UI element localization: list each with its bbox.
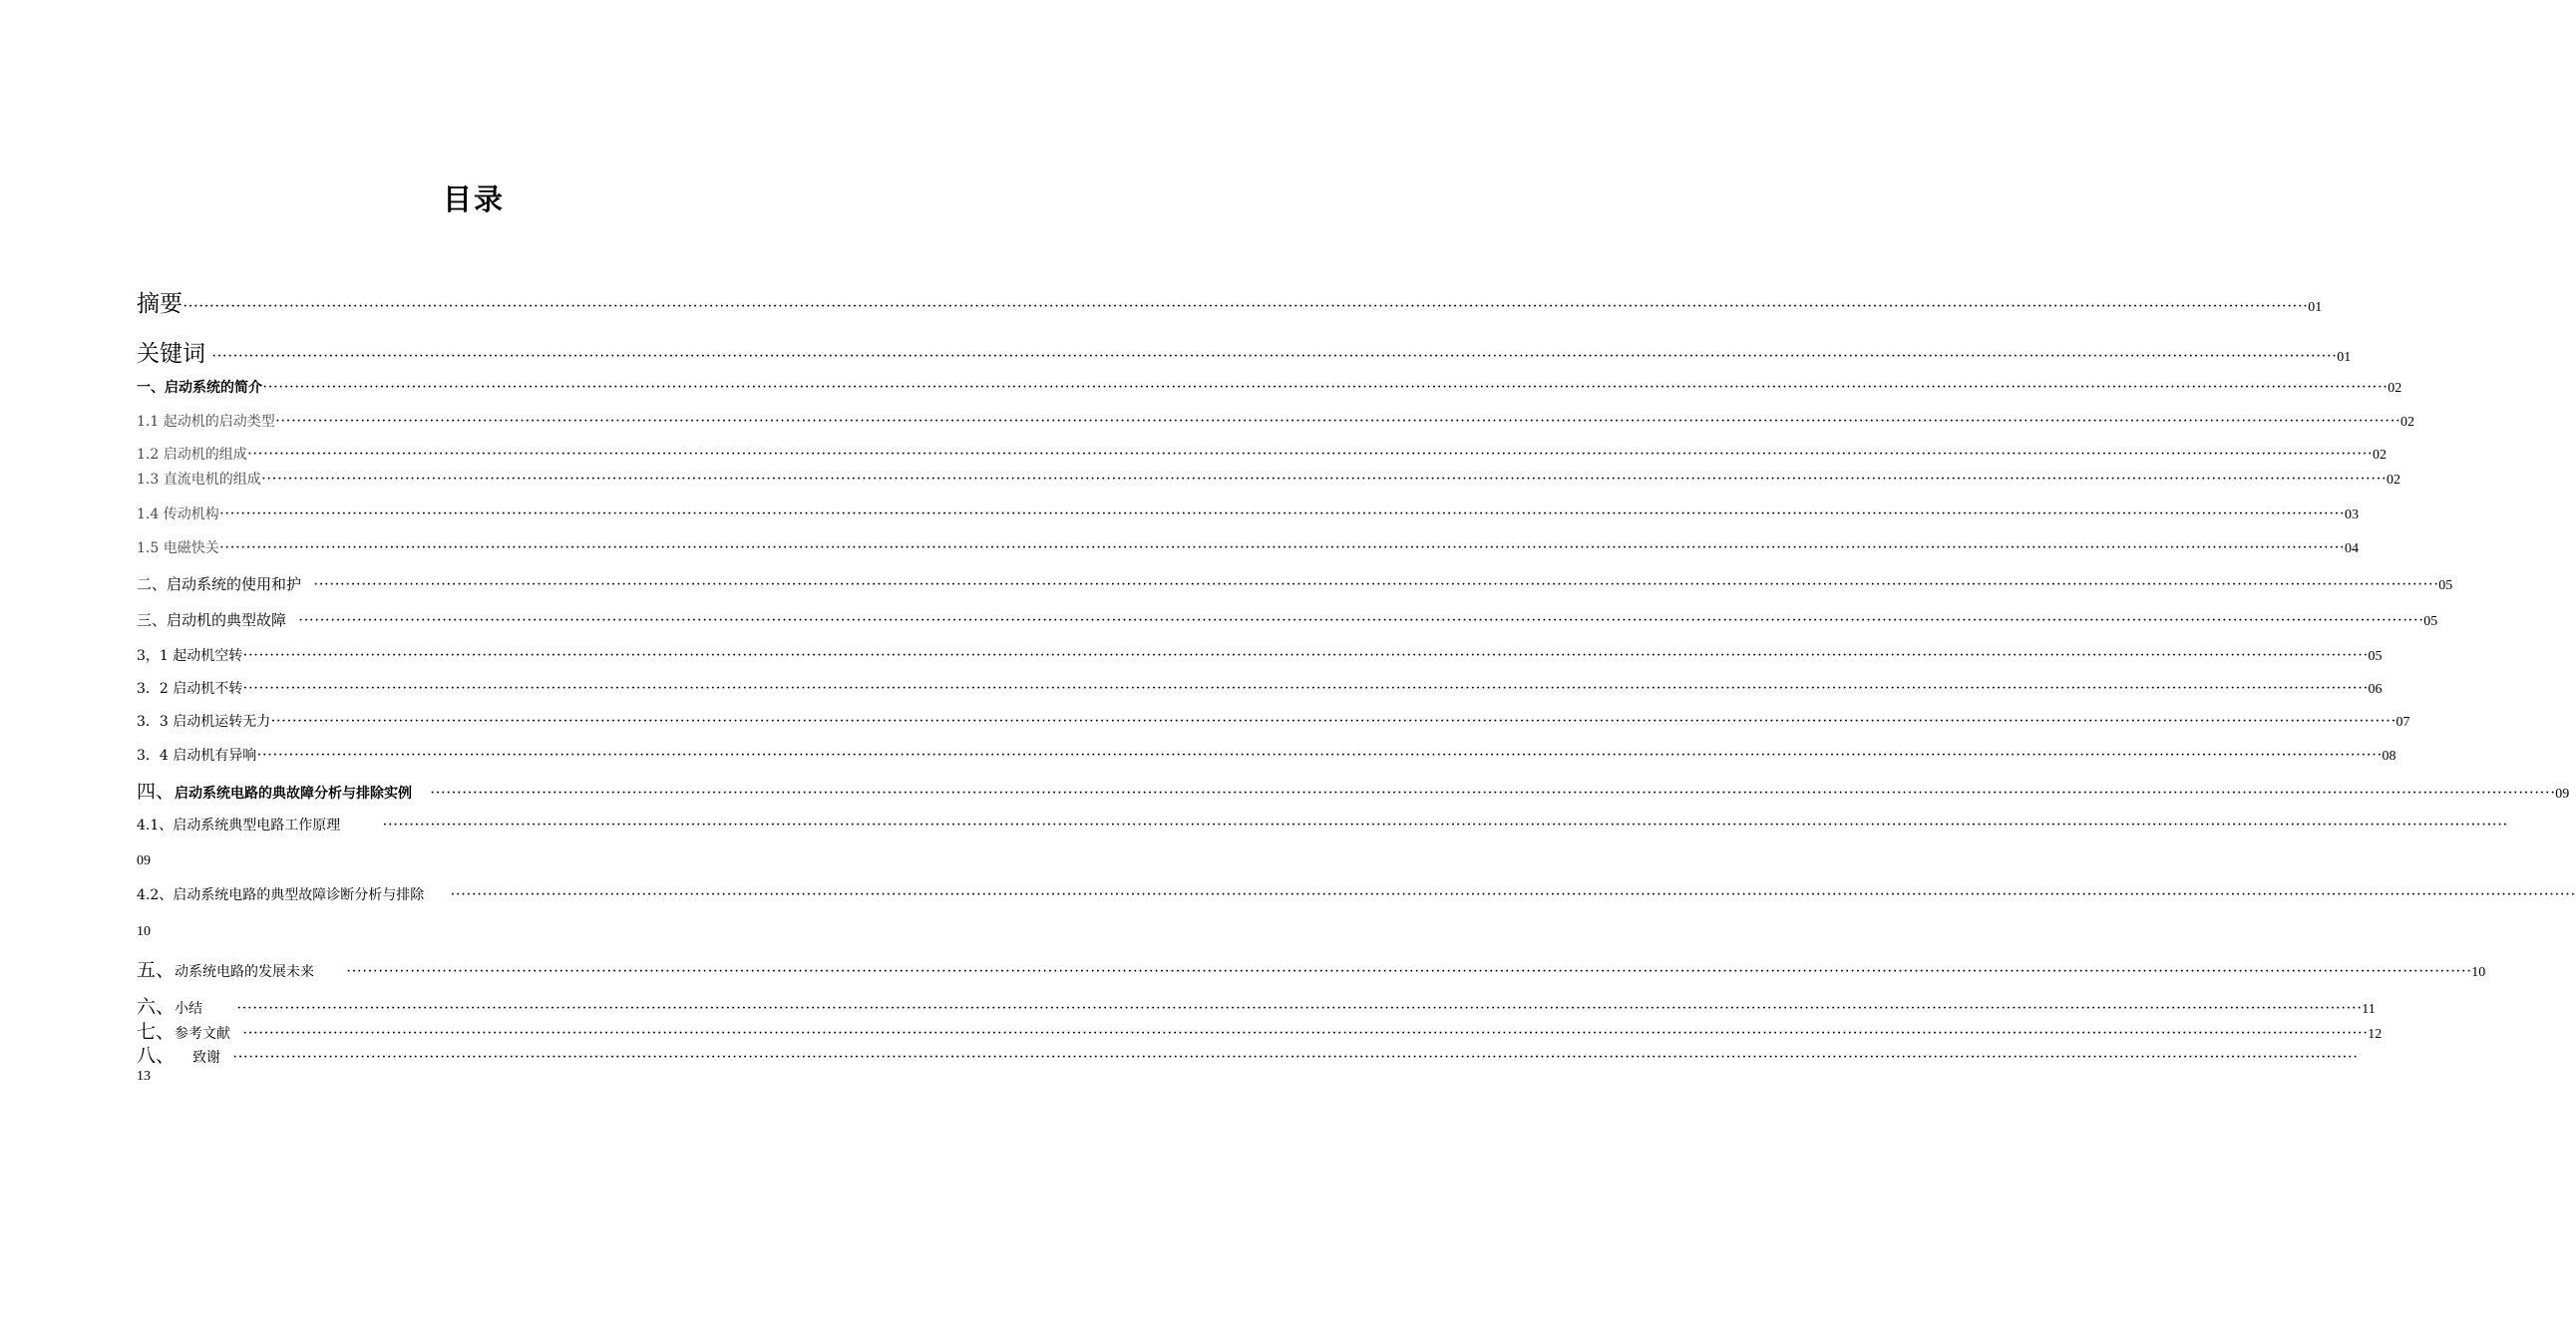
toc-section-number: 八、 — [137, 1045, 176, 1067]
toc-entry-section-8[interactable] — [137, 1041, 2359, 1068]
toc-leader: ················································································································································································································································································································································································································ — [298, 612, 2424, 629]
toc-page-number: 05 — [2368, 649, 2383, 664]
toc-entry-section-3[interactable] — [137, 609, 2438, 630]
toc-label: 4.1、启动系统典型电路工作原理 — [137, 818, 341, 834]
toc-label: 1.5 电磁快关 — [137, 540, 219, 556]
toc-entry-section-4[interactable] — [137, 777, 2570, 804]
toc-page-number: 11 — [2362, 1002, 2376, 1017]
toc-leader: ················································································································································································································································································································································································································ — [232, 1049, 2359, 1066]
toc-leader: ················································································································································································································································································································································································································ — [218, 539, 2345, 556]
toc-entry-section-6[interactable] — [137, 992, 2376, 1019]
toc-entry-section-2[interactable] — [137, 573, 2453, 594]
toc-label: 1.1 起动机的启动类型 — [137, 414, 275, 430]
toc-page-number: 05 — [2438, 578, 2453, 593]
toc-section-number: 七、 — [137, 1021, 176, 1043]
toc-page-number: 05 — [2423, 614, 2438, 629]
toc-leader: ················································································································································································································································································································································································································ — [450, 886, 2576, 903]
toc-page-number: 04 — [2344, 541, 2359, 556]
toc-entry-3-1[interactable] — [137, 645, 2383, 665]
toc-entry-1-1[interactable] — [137, 411, 2414, 431]
toc-label: 关键词 — [137, 341, 205, 367]
toc-leader: ················································································································································································································································································································································································································ — [211, 348, 2338, 365]
toc-leader: ················································································································································································································································································································································································································ — [270, 713, 2396, 730]
toc-label: 动系统电路的发展未来 — [175, 964, 315, 980]
toc-page-number: 03 — [2344, 507, 2359, 522]
toc-label: 致谢 — [192, 1050, 221, 1066]
toc-leader: ················································································································································································································································································································································································································ — [262, 379, 2389, 396]
toc-page-number: 09 — [137, 853, 151, 868]
toc-page-number: 09 — [2555, 787, 2570, 802]
toc-page-number: 01 — [2337, 350, 2352, 365]
toc-entry-1-4[interactable] — [137, 503, 2359, 523]
toc-entry-section-7[interactable] — [137, 1017, 2383, 1044]
toc-leader: ················································································································································································································································································································································································································ — [242, 1025, 2369, 1042]
toc-leader: ················································································································································································································································································································································································································ — [313, 576, 2439, 593]
toc-entry-1-2[interactable] — [137, 444, 2387, 464]
toc-entry-4-2[interactable] — [137, 884, 2576, 904]
toc-section-number: 四、 — [137, 781, 176, 803]
toc-leader: ················································································································································································································································································································································································································ — [218, 505, 2345, 522]
toc-page-number: 07 — [2395, 715, 2410, 730]
toc-leader: ················································································································································································································································································································································································································ — [242, 647, 2369, 664]
toc-page-number: 10 — [137, 924, 151, 939]
toc-page-number: 12 — [2368, 1027, 2383, 1042]
toc-label: 摘要 — [137, 291, 183, 317]
toc-page-number: 02 — [2386, 473, 2400, 488]
toc-label: 3．4 启动机有异响 — [137, 748, 257, 764]
toc-leader: ················································································································································································································································································································································································································ — [382, 817, 2508, 834]
toc-entry-section-5[interactable] — [137, 955, 2486, 982]
toc-entry-3-4[interactable] — [137, 745, 2396, 765]
toc-entry-3-2[interactable] — [137, 678, 2383, 698]
page-title: 目录 — [442, 182, 505, 216]
toc-entry-4-1[interactable] — [137, 815, 2508, 835]
toc-entry-1-3[interactable] — [137, 469, 2400, 489]
toc-label: 1.2 启动机的组成 — [137, 447, 247, 463]
toc-label: 4.2、启动系统电路的典型故障诊断分析与排除 — [137, 887, 425, 903]
toc-page-number: 08 — [2382, 749, 2396, 764]
toc-page-number: 06 — [2368, 682, 2383, 697]
toc-leader: ················································································································································································································································································································································································································ — [260, 471, 2387, 488]
toc-label: 3．2 启动机不转 — [137, 681, 243, 697]
toc-label: 1.3 直流电机的组成 — [137, 472, 261, 488]
toc-label: 三、启动机的典型故障 — [137, 611, 287, 629]
toc-page-number: 10 — [2471, 965, 2486, 980]
toc-leader: ················································································································································································································································································································································································································ — [236, 1000, 2363, 1017]
toc-section-number: 五、 — [137, 959, 176, 981]
toc-entry-abstract[interactable] — [137, 285, 2323, 318]
toc-leader: ················································································································································································································································································································································································································ — [242, 680, 2369, 697]
toc-leader: ················································································································································································································································································································································································································ — [274, 413, 2400, 430]
toc-entry-1-5[interactable] — [137, 537, 2359, 557]
toc-page-number: 13 — [137, 1069, 151, 1084]
toc-label: 3．3 启动机运转无力 — [137, 714, 271, 730]
toc-entry-section-1[interactable] — [137, 377, 2402, 397]
toc-leader: ················································································································································································································································································································································································································ — [183, 298, 2309, 315]
toc-label: 小结 — [175, 1001, 203, 1017]
toc-entry-3-3[interactable] — [137, 711, 2410, 731]
toc-leader: ················································································································································································································································································································································································································ — [256, 747, 2383, 764]
toc-page-number: 02 — [2372, 448, 2387, 463]
toc-entry-keywords[interactable] — [137, 335, 2352, 368]
toc-page-number: 01 — [2308, 300, 2323, 315]
toc-section-number: 六、 — [137, 996, 176, 1018]
toc-page-number: 02 — [2399, 415, 2414, 430]
toc-leader: ················································································································································································································································································································································································································ — [346, 963, 2472, 980]
toc-label: 1.4 传动机构 — [137, 506, 219, 522]
toc-page-number: 02 — [2388, 381, 2402, 396]
toc-label: 启动系统电路的典故障分析与排除实例 — [175, 786, 413, 802]
toc-label: 二、启动系统的使用和护 — [137, 575, 302, 593]
toc-label: 3，1 起动机空转 — [137, 648, 243, 664]
toc-label: 参考文献 — [175, 1026, 231, 1042]
toc-leader: ················································································································································································································································································································································································································ — [246, 446, 2373, 463]
toc-label: 一、启动系统的简介 — [137, 380, 262, 396]
toc-leader: ················································································································································································································································································································································································································ — [430, 785, 2556, 802]
